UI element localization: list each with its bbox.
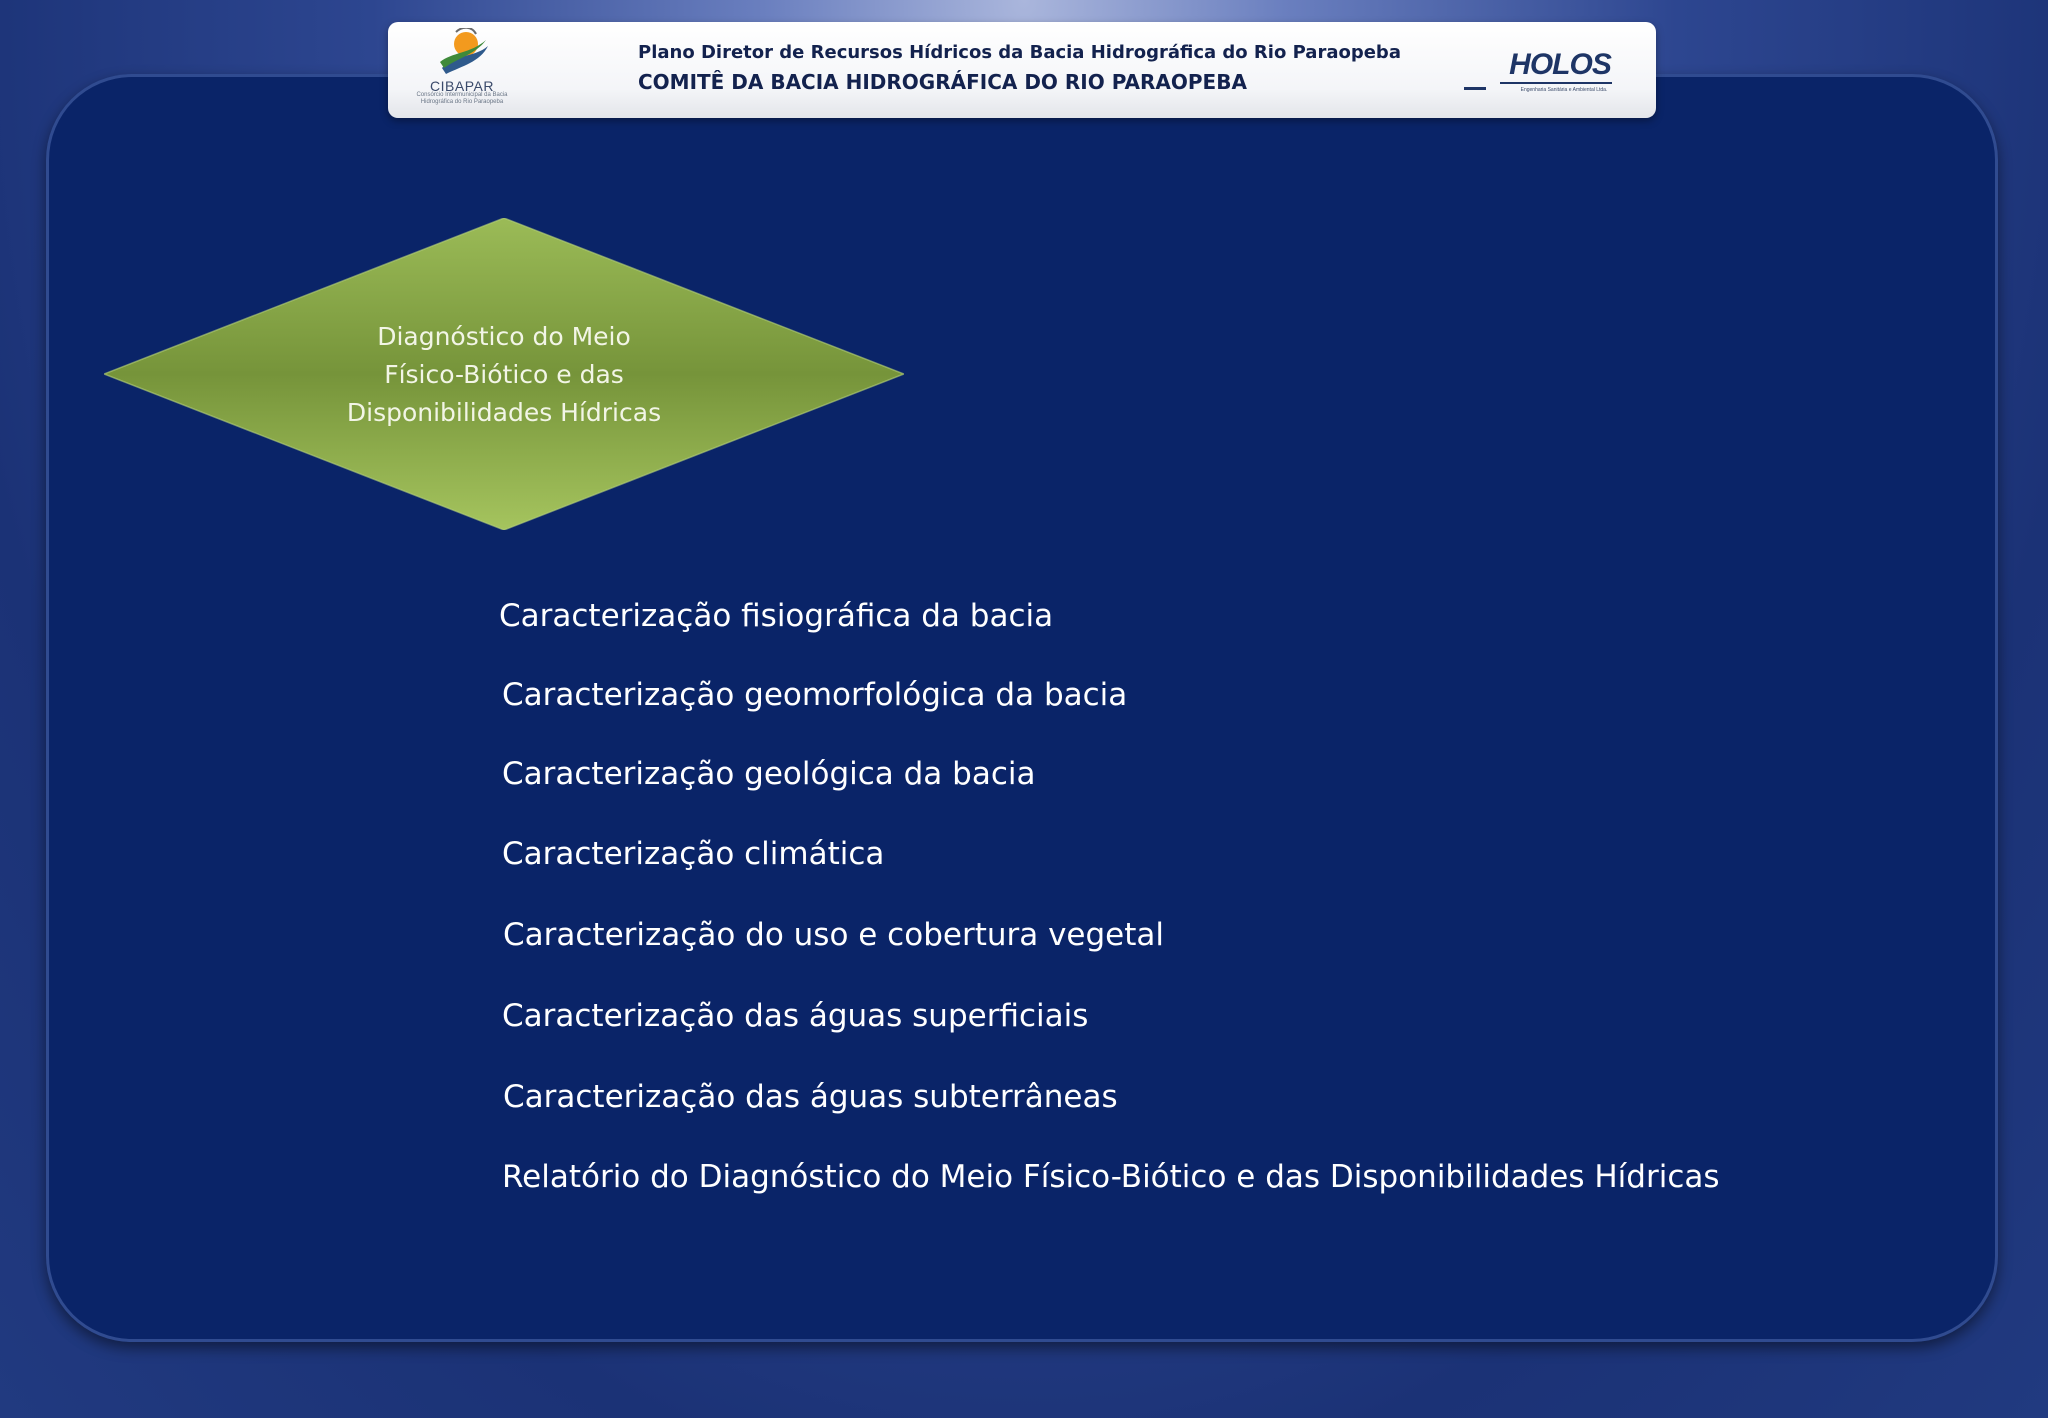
cibapar-subtitle: Consórcio Intermunicipal da Bacia Hidrográfica do Rio Paraopeba	[416, 92, 508, 105]
list-item-geomorfologica: Caracterização geomorfológica da bacia	[502, 677, 1128, 713]
holos-underline	[1500, 82, 1612, 84]
diagnostic-diamond	[104, 218, 904, 530]
diamond-label-line: Disponibilidades Hídricas	[346, 398, 662, 427]
list-item-uso-cobertura: Caracterização do uso e cobertura vegetal	[503, 917, 1165, 953]
header-banner	[388, 22, 1656, 118]
committee-title: COMITÊ DA BACIA HIDROGRÁFICA DO RIO PARAOPEBA	[638, 70, 1247, 94]
list-item-climatica: Caracterização climática	[502, 836, 885, 872]
list-item-geologica: Caracterização geológica da bacia	[502, 756, 1036, 792]
holos-name: HOLOS	[1509, 48, 1611, 81]
list-item-relatorio: Relatório do Diagnóstico do Meio Físico-Biótico e das Disponibilidades Hídricas	[502, 1159, 1720, 1195]
diamond-label	[304, 318, 704, 432]
cibapar-name: CIBAPAR	[430, 78, 494, 94]
diamond-label-line: Diagnóstico do Meio	[377, 322, 631, 351]
list-item-aguas-superficiais: Caracterização das águas superficiais	[502, 998, 1089, 1034]
cibapar-logo	[414, 28, 510, 112]
list-item-aguas-subterraneas: Caracterização das águas subterrâneas	[503, 1079, 1118, 1115]
plan-title: Plano Diretor de Recursos Hídricos da Bacia Hidrográfica do Rio Paraopeba	[638, 42, 1401, 63]
holos-tagline: Engenharia Sanitária e Ambiental Ltda.	[1520, 87, 1608, 93]
diamond-label-line: Físico-Biótico e das	[384, 360, 624, 389]
list-item-fisiografica: Caracterização fisiográfica da bacia	[499, 598, 1054, 634]
cibapar-emblem-icon	[436, 28, 492, 80]
header-divider	[1464, 87, 1486, 90]
holos-logo	[1500, 42, 1624, 102]
